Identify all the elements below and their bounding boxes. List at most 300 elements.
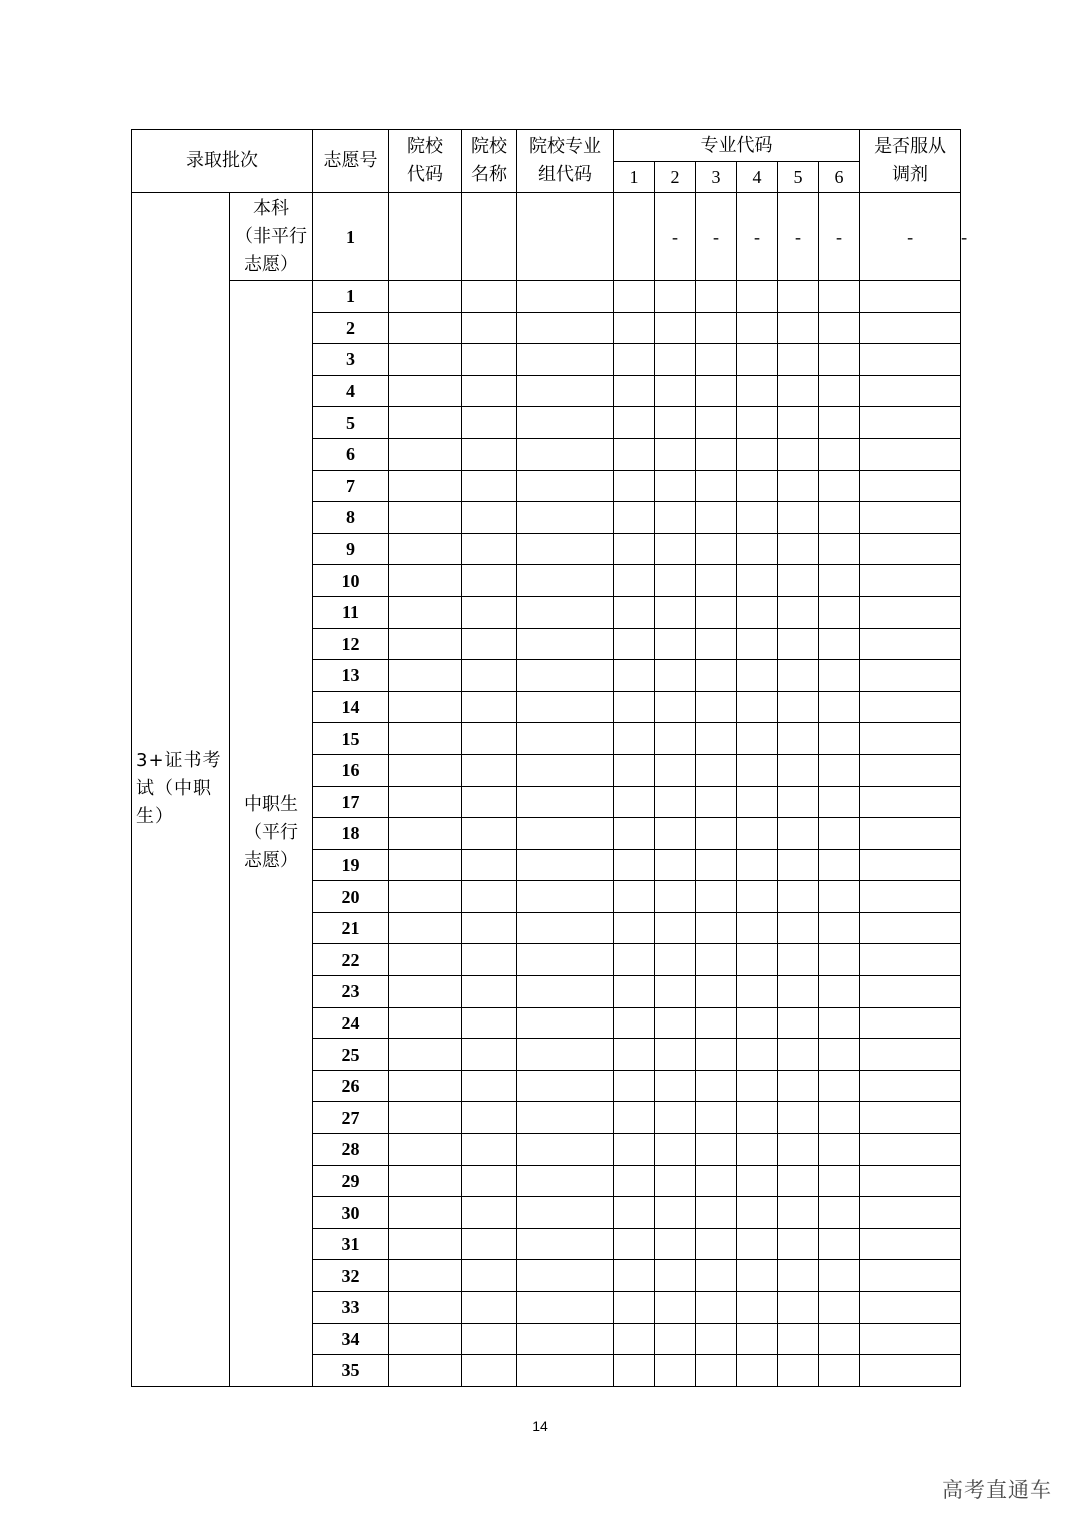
major-code-cell[interactable] [614,502,655,534]
group-code-cell[interactable] [517,193,614,281]
major-code-cell[interactable] [778,565,819,597]
major-code-cell[interactable] [614,1070,655,1102]
major-code-cell[interactable] [696,1165,737,1197]
adjust-cell[interactable] [860,533,961,565]
school-code-cell[interactable] [389,691,462,723]
school-code-cell[interactable] [389,533,462,565]
major-code-cell[interactable] [778,281,819,313]
major-code-cell[interactable] [696,375,737,407]
group-code-cell[interactable] [517,1039,614,1071]
major-code-cell[interactable] [696,565,737,597]
major-code-cell[interactable] [778,596,819,628]
major-code-cell[interactable] [819,438,860,470]
major-code-cell[interactable] [696,1260,737,1292]
major-code-cell[interactable] [655,533,696,565]
major-code-cell[interactable] [614,1323,655,1355]
school-name-cell[interactable] [462,470,517,502]
adjust-cell[interactable] [860,849,961,881]
major-code-cell[interactable] [614,691,655,723]
group-code-cell[interactable] [517,502,614,534]
major-code-cell[interactable] [737,1070,778,1102]
major-code-cell[interactable] [819,723,860,755]
major-code-cell[interactable] [737,1039,778,1071]
major-code-cell[interactable] [778,1070,819,1102]
major-code-cell[interactable] [655,438,696,470]
major-code-cell[interactable] [614,1228,655,1260]
adjust-cell[interactable] [860,596,961,628]
school-name-cell[interactable] [462,849,517,881]
major-code-cell[interactable] [778,438,819,470]
major-code-cell[interactable] [737,1165,778,1197]
school-name-cell[interactable] [462,1134,517,1166]
group-code-cell[interactable] [517,849,614,881]
group-code-cell[interactable] [517,881,614,913]
school-name-cell[interactable] [462,754,517,786]
school-name-cell[interactable] [462,407,517,439]
major-code-cell[interactable] [655,375,696,407]
major-code-cell[interactable] [614,565,655,597]
major-code-cell[interactable] [655,281,696,313]
major-code-cell[interactable] [655,628,696,660]
school-code-cell[interactable] [389,849,462,881]
major-code-cell[interactable] [655,596,696,628]
school-code-cell[interactable] [389,1165,462,1197]
adjust-cell[interactable] [860,1260,961,1292]
major-code-cell[interactable] [819,1007,860,1039]
major-code-cell[interactable] [778,944,819,976]
major-code-cell[interactable] [819,533,860,565]
major-code-cell[interactable] [614,1134,655,1166]
major-code-cell[interactable] [696,596,737,628]
school-name-cell[interactable] [462,691,517,723]
group-code-cell[interactable] [517,976,614,1008]
major-code-cell[interactable] [614,754,655,786]
adjust-cell[interactable] [860,375,961,407]
major-code-cell[interactable] [655,1165,696,1197]
major-code-cell[interactable] [614,438,655,470]
adjust-cell[interactable] [860,438,961,470]
major-code-cell[interactable] [819,1134,860,1166]
major-code-cell[interactable] [819,1355,860,1387]
school-name-cell[interactable] [462,723,517,755]
major-code-cell[interactable] [655,1355,696,1387]
major-code-cell[interactable] [696,1228,737,1260]
major-code-cell[interactable] [778,849,819,881]
school-name-cell[interactable] [462,1007,517,1039]
adjust-cell[interactable] [860,281,961,313]
school-code-cell[interactable] [389,1007,462,1039]
major-code-cell[interactable] [778,754,819,786]
major-code-cell[interactable] [737,628,778,660]
major-code-cell[interactable] [655,912,696,944]
school-code-cell[interactable] [389,976,462,1008]
major-code-cell[interactable] [655,754,696,786]
major-code-cell[interactable] [819,375,860,407]
group-code-cell[interactable] [517,438,614,470]
adjust-cell[interactable] [860,344,961,376]
adjust-cell[interactable] [860,723,961,755]
adjust-cell[interactable] [860,470,961,502]
school-name-cell[interactable] [462,1102,517,1134]
major-code-cell[interactable] [778,375,819,407]
major-code-cell[interactable] [737,281,778,313]
major-code-cell[interactable] [819,1102,860,1134]
major-code-cell[interactable] [778,1355,819,1387]
major-code-cell[interactable] [614,1292,655,1324]
major-code-cell[interactable] [655,1102,696,1134]
group-code-cell[interactable] [517,1292,614,1324]
major-code-cell[interactable] [614,1165,655,1197]
major-code-cell[interactable] [696,281,737,313]
school-code-cell[interactable] [389,1355,462,1387]
major-code-cell[interactable] [737,786,778,818]
adjust-cell[interactable] [860,912,961,944]
school-name-cell[interactable] [462,786,517,818]
major-code-cell[interactable] [696,723,737,755]
major-code-cell[interactable] [655,1197,696,1229]
adjust-cell[interactable] [860,407,961,439]
major-code-cell[interactable] [737,1292,778,1324]
school-name-cell[interactable] [462,628,517,660]
major-code-cell[interactable] [778,1165,819,1197]
school-name-cell[interactable] [462,1070,517,1102]
school-code-cell[interactable] [389,375,462,407]
major-code-cell[interactable] [737,312,778,344]
major-code-cell[interactable] [737,881,778,913]
major-code-cell[interactable] [696,1197,737,1229]
major-code-cell[interactable] [819,281,860,313]
major-code-cell[interactable] [778,881,819,913]
major-code-cell[interactable] [614,407,655,439]
major-code-cell[interactable] [696,754,737,786]
group-code-cell[interactable] [517,691,614,723]
major-code-cell[interactable] [696,818,737,850]
major-code-cell[interactable] [819,596,860,628]
adjust-cell[interactable] [860,944,961,976]
major-code-cell[interactable] [696,849,737,881]
major-code-cell[interactable] [737,1007,778,1039]
major-code-cell[interactable] [655,786,696,818]
major-code-cell[interactable] [614,1260,655,1292]
adjust-cell[interactable] [860,1323,961,1355]
major-code-cell[interactable] [819,1323,860,1355]
school-code-cell[interactable] [389,438,462,470]
major-code-cell[interactable] [819,312,860,344]
group-code-cell[interactable] [517,818,614,850]
school-name-cell[interactable] [462,944,517,976]
major-code-cell[interactable] [819,691,860,723]
major-code-cell[interactable] [696,1007,737,1039]
school-code-cell[interactable] [389,407,462,439]
school-code-cell[interactable] [389,193,462,281]
major-code-cell[interactable] [655,565,696,597]
school-name-cell[interactable] [462,312,517,344]
major-code-cell[interactable] [737,754,778,786]
school-name-cell[interactable] [462,596,517,628]
major-code-cell[interactable] [737,565,778,597]
major-code-cell[interactable] [737,344,778,376]
group-code-cell[interactable] [517,660,614,692]
school-code-cell[interactable] [389,281,462,313]
group-code-cell[interactable] [517,1102,614,1134]
major-code-cell[interactable] [614,1355,655,1387]
major-code-cell[interactable] [819,976,860,1008]
major-code-cell[interactable] [778,976,819,1008]
major-code-cell[interactable] [614,281,655,313]
school-code-cell[interactable] [389,912,462,944]
major-code-cell[interactable] [737,1323,778,1355]
major-code-cell[interactable] [655,1134,696,1166]
major-code-cell[interactable] [737,407,778,439]
adjust-cell[interactable] [860,565,961,597]
school-code-cell[interactable] [389,470,462,502]
group-code-cell[interactable] [517,1007,614,1039]
major-code-cell[interactable] [778,660,819,692]
adjust-cell[interactable] [860,881,961,913]
adjust-cell[interactable] [860,628,961,660]
major-code-cell[interactable] [778,407,819,439]
major-code-cell[interactable] [819,1260,860,1292]
school-name-cell[interactable] [462,976,517,1008]
major-code-cell[interactable] [614,344,655,376]
major-code-cell[interactable] [696,1039,737,1071]
major-code-cell[interactable] [778,1039,819,1071]
school-code-cell[interactable] [389,881,462,913]
major-code-cell[interactable] [778,1197,819,1229]
major-code-cell[interactable] [696,1102,737,1134]
major-code-cell[interactable] [737,944,778,976]
major-code-cell[interactable] [737,818,778,850]
school-name-cell[interactable] [462,375,517,407]
major-code-cell[interactable] [655,660,696,692]
school-code-cell[interactable] [389,1070,462,1102]
adjust-cell[interactable] [860,976,961,1008]
major-code-cell[interactable] [778,344,819,376]
group-code-cell[interactable] [517,1260,614,1292]
major-code-cell[interactable] [614,723,655,755]
major-code-cell[interactable] [696,533,737,565]
major-code-cell[interactable] [819,849,860,881]
adjust-cell[interactable] [860,786,961,818]
major-code-cell[interactable] [696,407,737,439]
adjust-cell[interactable] [860,1039,961,1071]
major-code-cell[interactable] [696,786,737,818]
group-code-cell[interactable] [517,754,614,786]
major-code-cell[interactable] [614,628,655,660]
major-code-cell[interactable] [696,691,737,723]
school-name-cell[interactable] [462,533,517,565]
major-code-cell[interactable] [655,1070,696,1102]
major-code-cell[interactable] [737,533,778,565]
group-code-cell[interactable] [517,344,614,376]
group-code-cell[interactable] [517,470,614,502]
major-code-cell[interactable] [778,691,819,723]
major-code-cell[interactable] [655,849,696,881]
school-name-cell[interactable] [462,281,517,313]
major-code-cell[interactable] [737,438,778,470]
major-code-cell[interactable] [819,502,860,534]
school-code-cell[interactable] [389,944,462,976]
group-code-cell[interactable] [517,1228,614,1260]
group-code-cell[interactable] [517,1070,614,1102]
adjust-cell[interactable] [860,691,961,723]
school-name-cell[interactable] [462,565,517,597]
major-code-cell[interactable] [778,1323,819,1355]
major-code-cell[interactable] [696,1323,737,1355]
major-code-cell[interactable] [655,818,696,850]
major-code-cell[interactable] [819,628,860,660]
major-code-cell[interactable] [655,344,696,376]
school-name-cell[interactable] [462,881,517,913]
school-code-cell[interactable] [389,1134,462,1166]
major-code-cell[interactable] [655,1007,696,1039]
school-name-cell[interactable] [462,193,517,281]
major-code-cell[interactable] [614,818,655,850]
major-code-cell[interactable] [778,1292,819,1324]
group-code-cell[interactable] [517,944,614,976]
adjust-cell[interactable] [860,660,961,692]
major-code-cell[interactable] [696,944,737,976]
major-code-cell[interactable] [696,502,737,534]
major-code-cell[interactable] [737,849,778,881]
school-name-cell[interactable] [462,1039,517,1071]
major-code-cell[interactable] [778,533,819,565]
school-code-cell[interactable] [389,1323,462,1355]
major-code-cell[interactable] [655,1260,696,1292]
major-code-cell[interactable] [696,976,737,1008]
major-code-cell[interactable] [778,1007,819,1039]
school-code-cell[interactable] [389,1228,462,1260]
major-code-cell[interactable] [696,1070,737,1102]
major-code-cell[interactable] [819,944,860,976]
major-code-cell[interactable] [614,193,655,281]
major-code-cell[interactable] [737,1102,778,1134]
school-code-cell[interactable] [389,1039,462,1071]
adjust-cell[interactable] [860,1007,961,1039]
major-code-cell[interactable] [819,1292,860,1324]
major-code-cell[interactable] [696,1292,737,1324]
major-code-cell[interactable] [655,407,696,439]
school-code-cell[interactable] [389,1102,462,1134]
major-code-cell[interactable] [696,660,737,692]
major-code-cell[interactable] [737,375,778,407]
major-code-cell[interactable] [614,375,655,407]
adjust-cell[interactable] [860,1292,961,1324]
major-code-cell[interactable] [696,438,737,470]
group-code-cell[interactable] [517,1165,614,1197]
adjust-cell[interactable] [860,1070,961,1102]
school-name-cell[interactable] [462,1260,517,1292]
major-code-cell[interactable] [614,533,655,565]
major-code-cell[interactable] [778,1260,819,1292]
major-code-cell[interactable] [655,1323,696,1355]
major-code-cell[interactable] [778,1102,819,1134]
major-code-cell[interactable] [819,1228,860,1260]
school-code-cell[interactable] [389,628,462,660]
major-code-cell[interactable] [819,786,860,818]
major-code-cell[interactable] [614,944,655,976]
group-code-cell[interactable] [517,1197,614,1229]
school-code-cell[interactable] [389,786,462,818]
adjust-cell[interactable] [860,1165,961,1197]
major-code-cell[interactable] [696,1134,737,1166]
major-code-cell[interactable] [819,1197,860,1229]
group-code-cell[interactable] [517,281,614,313]
major-code-cell[interactable] [614,596,655,628]
school-code-cell[interactable] [389,502,462,534]
major-code-cell[interactable] [696,470,737,502]
major-code-cell[interactable] [655,723,696,755]
major-code-cell[interactable] [696,344,737,376]
major-code-cell[interactable] [819,912,860,944]
major-code-cell[interactable] [696,912,737,944]
group-code-cell[interactable] [517,596,614,628]
major-code-cell[interactable] [696,628,737,660]
major-code-cell[interactable] [778,470,819,502]
major-code-cell[interactable] [737,723,778,755]
major-code-cell[interactable] [778,1228,819,1260]
adjust-cell[interactable] [860,1355,961,1387]
group-code-cell[interactable] [517,786,614,818]
major-code-cell[interactable] [737,1260,778,1292]
group-code-cell[interactable] [517,312,614,344]
major-code-cell[interactable] [614,1007,655,1039]
major-code-cell[interactable] [778,502,819,534]
major-code-cell[interactable] [778,1134,819,1166]
major-code-cell[interactable] [655,312,696,344]
major-code-cell[interactable] [737,976,778,1008]
major-code-cell[interactable] [655,976,696,1008]
major-code-cell[interactable] [614,470,655,502]
major-code-cell[interactable] [655,1039,696,1071]
major-code-cell[interactable] [655,502,696,534]
major-code-cell[interactable] [737,1228,778,1260]
school-name-cell[interactable] [462,818,517,850]
school-code-cell[interactable] [389,1260,462,1292]
major-code-cell[interactable] [614,1039,655,1071]
school-code-cell[interactable] [389,723,462,755]
major-code-cell[interactable] [614,1102,655,1134]
major-code-cell[interactable] [614,976,655,1008]
major-code-cell[interactable] [778,912,819,944]
major-code-cell[interactable] [655,881,696,913]
school-name-cell[interactable] [462,502,517,534]
school-name-cell[interactable] [462,912,517,944]
school-code-cell[interactable] [389,818,462,850]
major-code-cell[interactable] [819,754,860,786]
major-code-cell[interactable] [737,691,778,723]
major-code-cell[interactable] [819,565,860,597]
school-name-cell[interactable] [462,1323,517,1355]
major-code-cell[interactable] [819,881,860,913]
major-code-cell[interactable] [614,786,655,818]
adjust-cell[interactable] [860,1134,961,1166]
major-code-cell[interactable] [614,660,655,692]
major-code-cell[interactable] [819,1070,860,1102]
school-name-cell[interactable] [462,660,517,692]
school-code-cell[interactable] [389,660,462,692]
major-code-cell[interactable] [696,312,737,344]
major-code-cell[interactable] [737,596,778,628]
group-code-cell[interactable] [517,375,614,407]
school-code-cell[interactable] [389,344,462,376]
major-code-cell[interactable] [655,1228,696,1260]
major-code-cell[interactable] [819,1165,860,1197]
school-code-cell[interactable] [389,754,462,786]
school-name-cell[interactable] [462,1197,517,1229]
major-code-cell[interactable] [778,312,819,344]
major-code-cell[interactable] [819,470,860,502]
